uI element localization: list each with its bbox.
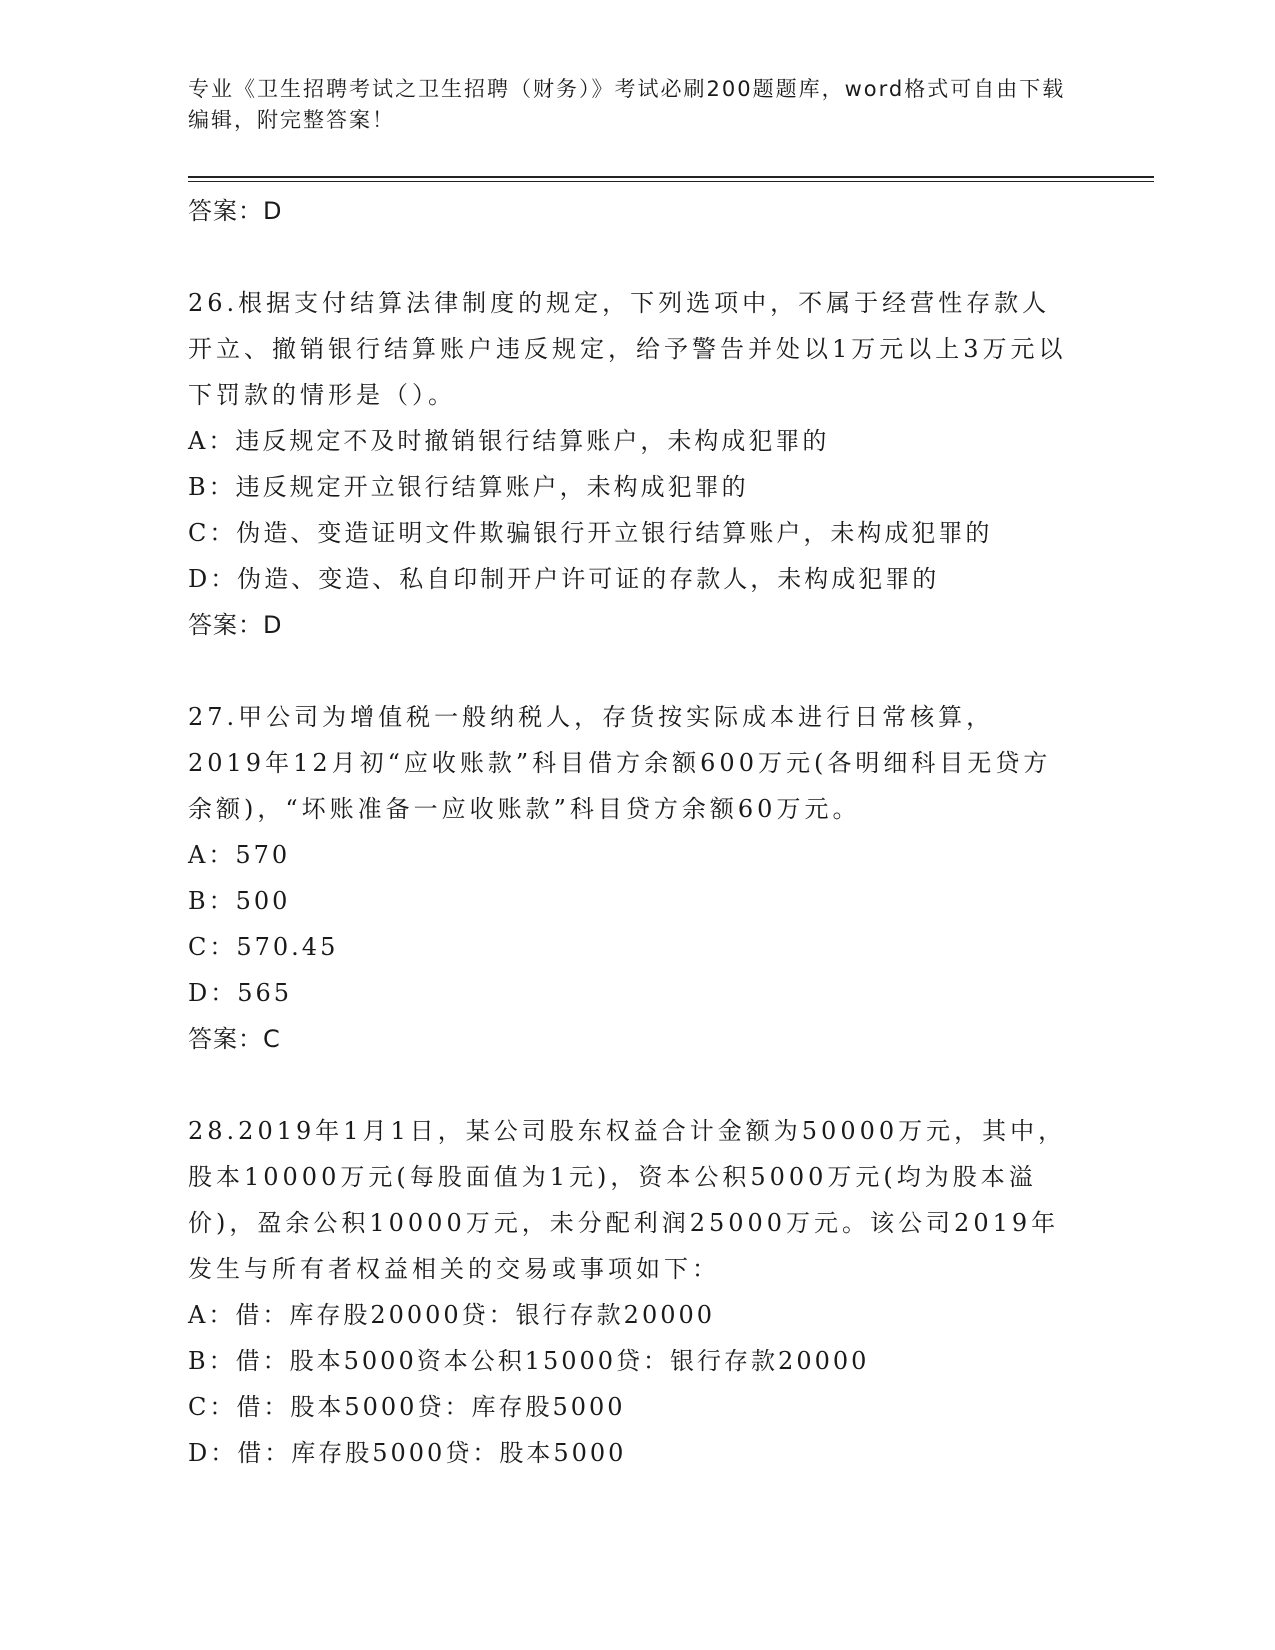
option-a: A：违反规定不及时撤销银行结算账户，未构成犯罪的 bbox=[188, 427, 830, 455]
option-d: D：伪造、变造、私自印制开户许可证的存款人，未构成犯罪的 bbox=[188, 565, 940, 593]
question-26 bbox=[188, 280, 1088, 648]
option-c: C：伪造、变造证明文件欺骗银行开立银行结算账户，未构成犯罪的 bbox=[188, 519, 993, 547]
question-stem: 26.根据支付结算法律制度的规定，下列选项中，不属于经营性存款人开立、撤销银行结算账户违反规定，给予警告并处以1万元以上3万元以下罚款的情形是（）。 bbox=[188, 289, 1067, 409]
question-28 bbox=[188, 1108, 1088, 1476]
question-list bbox=[188, 188, 1088, 1476]
option-b: B：借：股本5000资本公积15000贷：银行存款20000 bbox=[188, 1347, 870, 1375]
option-d: D：565 bbox=[188, 979, 293, 1007]
option-d: D：借：库存股5000贷：股本5000 bbox=[188, 1439, 627, 1467]
question-stem: 27.甲公司为增值税一般纳税人，存货按实际成本进行日常核算，2019年12月初“应收账款”科目借方余额600万元(各明细科目无贷方余额)，“坏账准备一应收账款”科目贷方余额60万元。 bbox=[188, 703, 1052, 823]
header-divider-thin bbox=[188, 181, 1154, 182]
answer-line: 答案：D bbox=[188, 611, 283, 639]
page-header: 专业《卫生招聘考试之卫生招聘（财务）》考试必刷200题题库，word格式可自由下载编辑，附完整答案！ bbox=[188, 77, 1066, 132]
option-b: B：违反规定开立银行结算账户，未构成犯罪的 bbox=[188, 473, 749, 501]
option-c: C：借：股本5000贷：库存股5000 bbox=[188, 1393, 626, 1421]
question-27 bbox=[188, 694, 1088, 1062]
answer-line: 答案：C bbox=[188, 1025, 281, 1053]
question-stem: 28.2019年1月1日，某公司股东权益合计金额为50000万元，其中，股本10000万元(每股面值为1元)，资本公积5000万元(均为股本溢价)，盈余公积10000万元，未分配利润25000万元。该公司2019年发生与所有者权益相关的交易或事项如下： bbox=[188, 1117, 1067, 1283]
option-b: B：500 bbox=[188, 887, 291, 915]
answer-line: 答案：D bbox=[188, 197, 283, 225]
header-divider bbox=[188, 176, 1154, 178]
option-c: C：570.45 bbox=[188, 933, 339, 961]
option-a: A：570 bbox=[188, 841, 291, 869]
option-a: A：借：库存股20000贷：银行存款20000 bbox=[188, 1301, 716, 1329]
